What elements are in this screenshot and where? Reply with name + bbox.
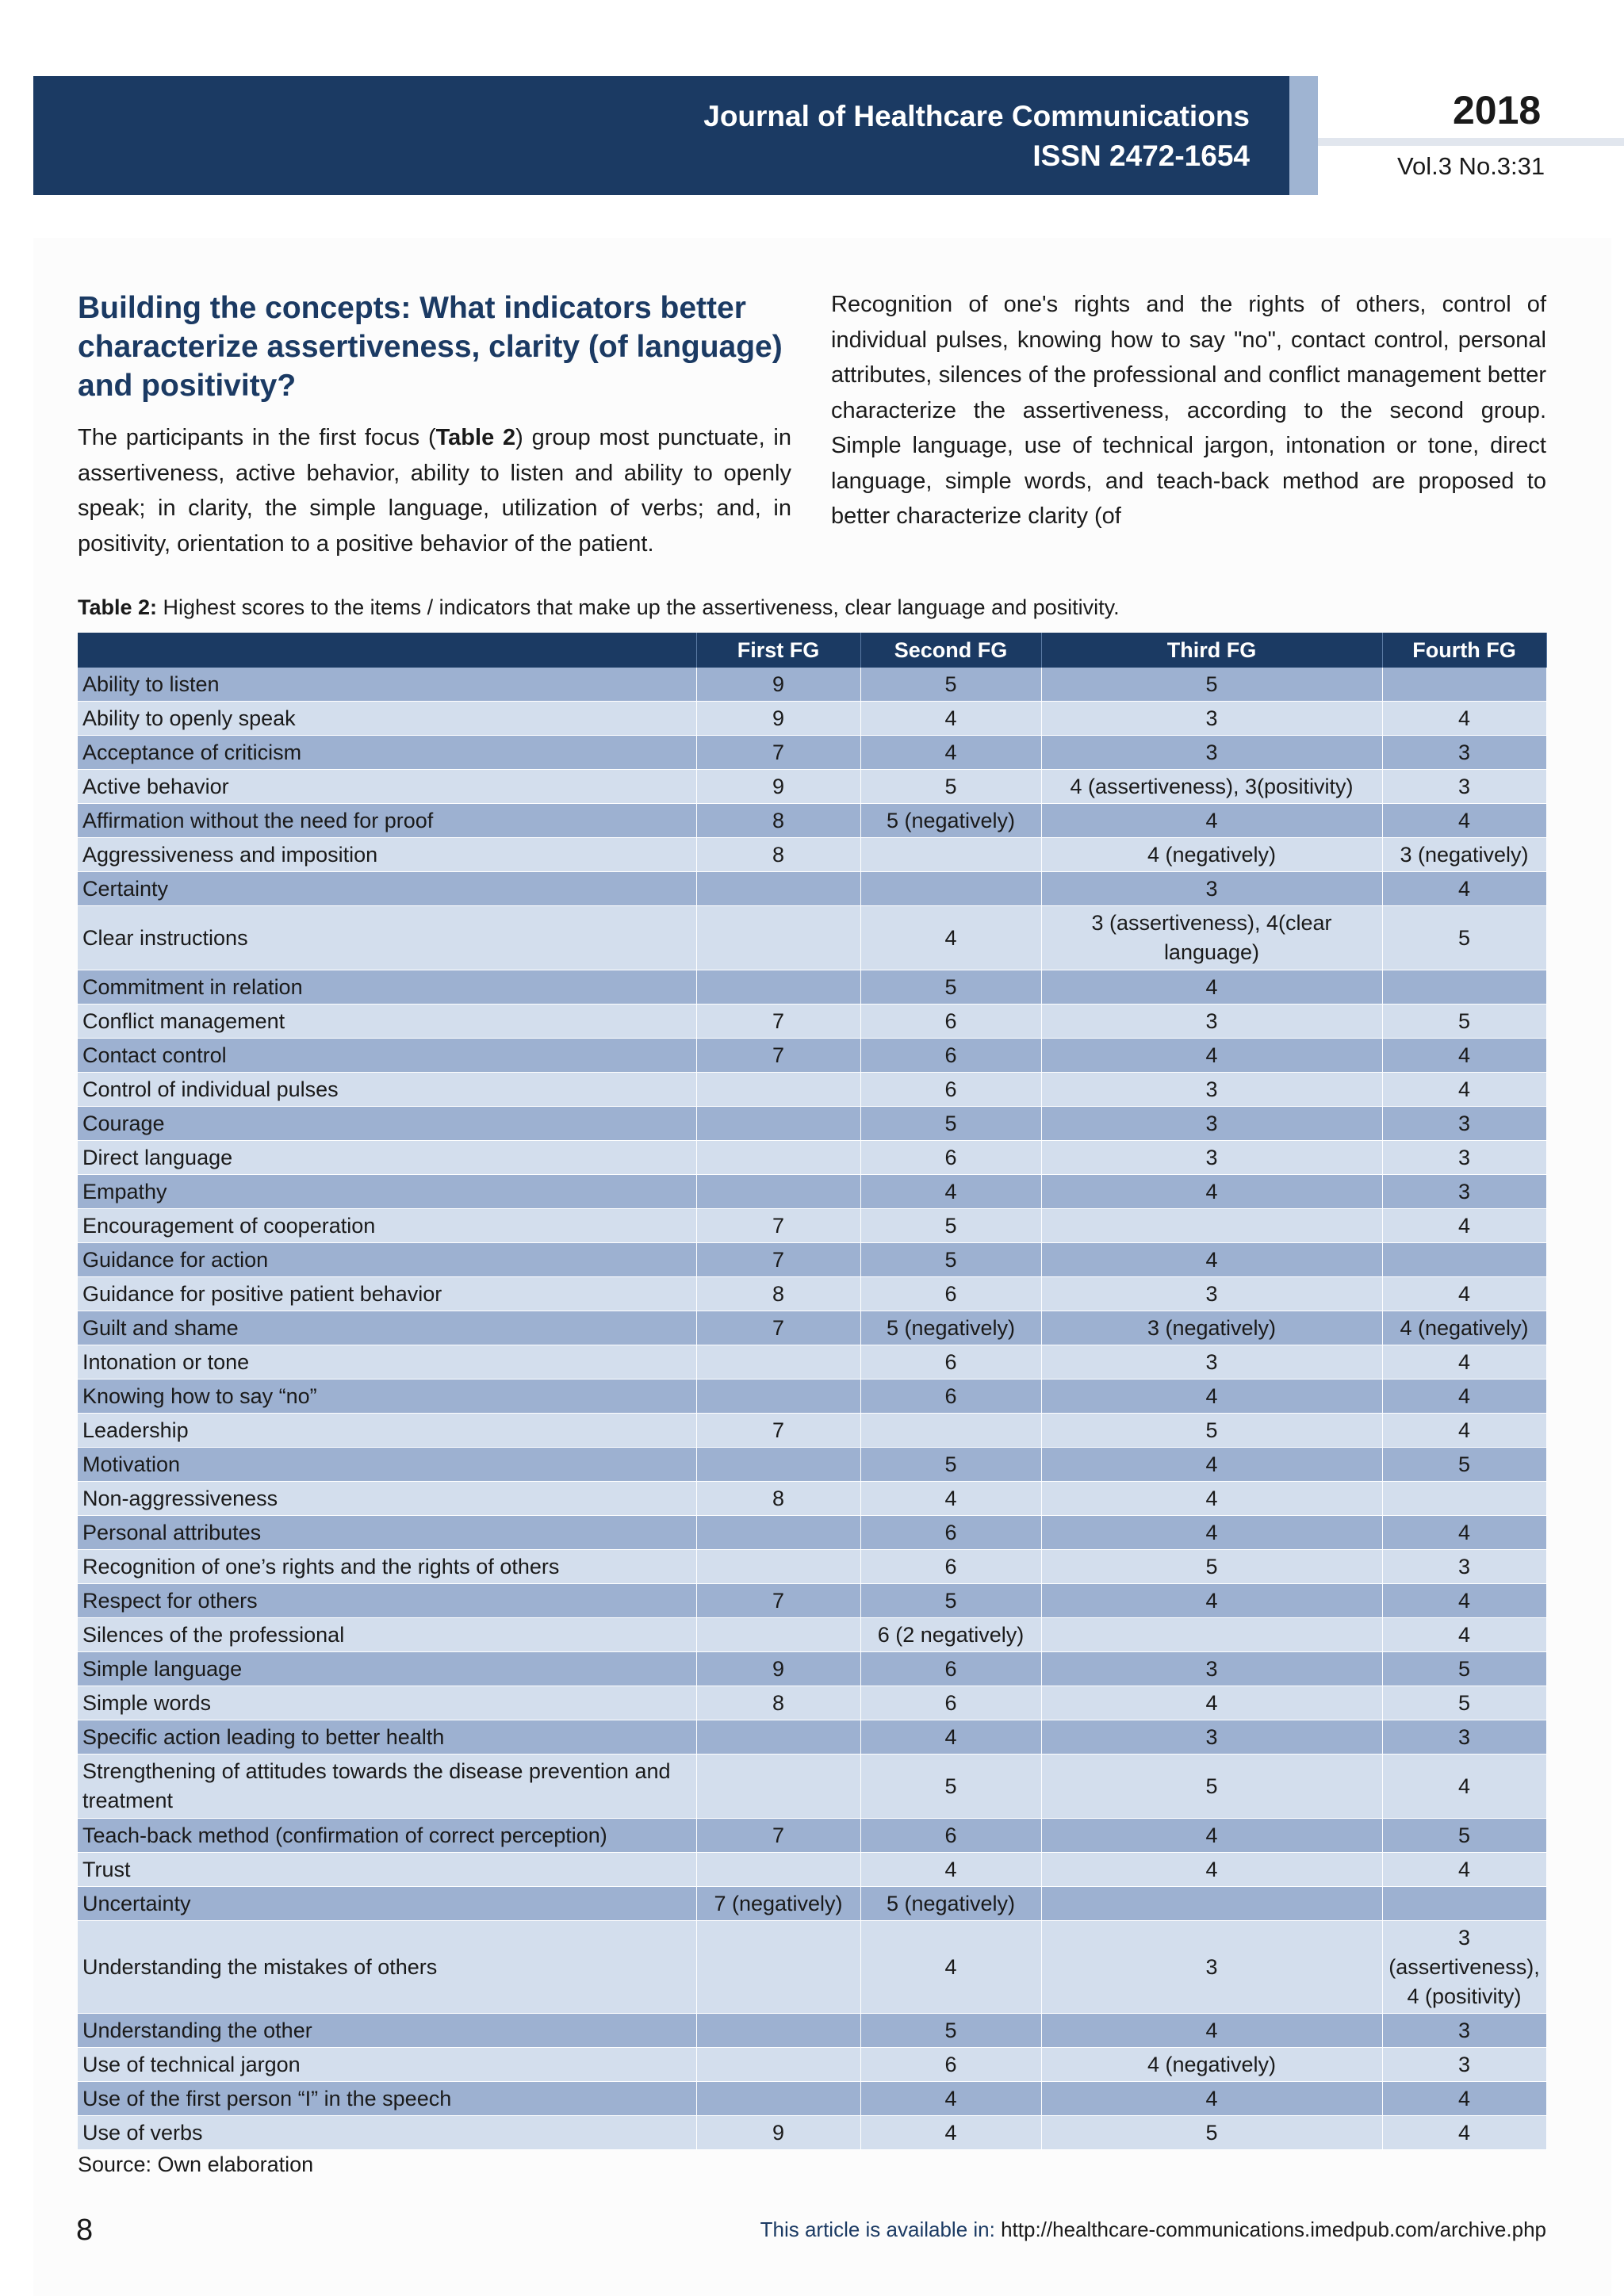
cell-third-fg: 3 xyxy=(1041,1652,1382,1686)
cell-second-fg: 4 xyxy=(860,736,1041,770)
row-item-label: Use of verbs xyxy=(78,2116,696,2150)
column-header-third-fg: Third FG xyxy=(1041,633,1382,668)
row-item-label: Teach-back method (confirmation of correct perception) xyxy=(78,1819,696,1853)
cell-second-fg: 4 xyxy=(860,702,1041,736)
table-row xyxy=(78,1175,1546,1209)
cell-first-fg: 9 xyxy=(696,770,860,804)
cell-first-fg xyxy=(696,1720,860,1755)
row-item-label: Ability to openly speak xyxy=(78,702,696,736)
cell-second-fg: 5 xyxy=(860,668,1041,702)
cell-first-fg: 7 xyxy=(696,1243,860,1277)
row-item-label: Guidance for positive patient behavior xyxy=(78,1277,696,1311)
row-item-label: Understanding the mistakes of others xyxy=(78,1921,696,2014)
table-row xyxy=(78,1448,1546,1482)
cell-fourth-fg: 5 xyxy=(1382,1652,1546,1686)
cell-fourth-fg: 4 xyxy=(1382,804,1546,838)
cell-third-fg: 5 xyxy=(1041,1755,1382,1819)
table-row xyxy=(78,1482,1546,1516)
table-row xyxy=(78,1819,1546,1853)
row-item-label: Leadership xyxy=(78,1414,696,1448)
cell-fourth-fg: 4 xyxy=(1382,2116,1546,2150)
table-row xyxy=(78,1921,1546,2014)
column-header-item xyxy=(78,633,696,668)
table-row xyxy=(78,1414,1546,1448)
cell-fourth-fg: 4 xyxy=(1382,1516,1546,1550)
cell-second-fg: 5 xyxy=(860,1755,1041,1819)
cell-second-fg: 4 xyxy=(860,1853,1041,1887)
cell-third-fg: 3 xyxy=(1041,1345,1382,1380)
cell-fourth-fg: 3 (negatively) xyxy=(1382,838,1546,872)
row-item-label: Acceptance of criticism xyxy=(78,736,696,770)
cell-first-fg xyxy=(696,970,860,1004)
row-item-label: Trust xyxy=(78,1853,696,1887)
row-item-label: Clear instructions xyxy=(78,906,696,970)
cell-second-fg: 6 xyxy=(860,1686,1041,1720)
row-item-label: Active behavior xyxy=(78,770,696,804)
paragraph-text: The participants in the first focus ( xyxy=(78,425,436,450)
cell-third-fg: 4 xyxy=(1041,1482,1382,1516)
cell-second-fg: 6 xyxy=(860,1345,1041,1380)
cell-third-fg xyxy=(1041,1618,1382,1652)
header-accent-stripe xyxy=(1289,76,1318,195)
cell-second-fg: 4 xyxy=(860,1482,1041,1516)
cell-third-fg: 4 xyxy=(1041,1686,1382,1720)
cell-second-fg: 5 (negatively) xyxy=(860,804,1041,838)
cell-fourth-fg xyxy=(1382,1887,1546,1921)
column-header-second-fg: Second FG xyxy=(860,633,1041,668)
cell-third-fg: 4 xyxy=(1041,1516,1382,1550)
cell-third-fg: 3 (negatively) xyxy=(1041,1311,1382,1345)
table-header-row xyxy=(78,633,1546,668)
cell-fourth-fg: 3 xyxy=(1382,770,1546,804)
cell-first-fg xyxy=(696,1755,860,1819)
table-row xyxy=(78,1107,1546,1141)
row-item-label: Recognition of one’s rights and the rights of others xyxy=(78,1550,696,1584)
row-item-label: Aggressiveness and imposition xyxy=(78,838,696,872)
row-item-label: Strengthening of attitudes towards the disease prevention and treatment xyxy=(78,1755,696,1819)
cell-first-fg xyxy=(696,1141,860,1175)
cell-first-fg xyxy=(696,1175,860,1209)
cell-first-fg: 8 xyxy=(696,1482,860,1516)
table-row xyxy=(78,1853,1546,1887)
cell-third-fg: 3 xyxy=(1041,1141,1382,1175)
cell-first-fg xyxy=(696,1550,860,1584)
cell-second-fg: 4 xyxy=(860,1720,1041,1755)
cell-third-fg: 4 xyxy=(1041,1853,1382,1887)
cell-first-fg: 9 xyxy=(696,2116,860,2150)
table-row xyxy=(78,1720,1546,1755)
cell-second-fg: 5 xyxy=(860,1209,1041,1243)
cell-first-fg: 7 xyxy=(696,1209,860,1243)
table-row xyxy=(78,1584,1546,1618)
cell-third-fg: 4 xyxy=(1041,1175,1382,1209)
row-item-label: Silences of the professional xyxy=(78,1618,696,1652)
cell-third-fg: 4 xyxy=(1041,970,1382,1004)
cell-first-fg xyxy=(696,1921,860,2014)
column-header-fourth-fg: Fourth FG xyxy=(1382,633,1546,668)
table-caption-label: Table 2: xyxy=(78,595,158,619)
cell-third-fg xyxy=(1041,1887,1382,1921)
cell-first-fg: 7 xyxy=(696,1414,860,1448)
table-row xyxy=(78,770,1546,804)
cell-second-fg: 6 xyxy=(860,1073,1041,1107)
cell-fourth-fg: 4 xyxy=(1382,1209,1546,1243)
table-row xyxy=(78,1004,1546,1039)
cell-fourth-fg xyxy=(1382,668,1546,702)
table-row xyxy=(78,2116,1546,2150)
column-header-first-fg: First FG xyxy=(696,633,860,668)
cell-first-fg: 7 xyxy=(696,1004,860,1039)
row-item-label: Guilt and shame xyxy=(78,1311,696,1345)
cell-fourth-fg: 4 xyxy=(1382,1853,1546,1887)
cell-second-fg: 4 xyxy=(860,2116,1041,2150)
cell-second-fg: 4 xyxy=(860,1921,1041,2014)
journal-issn: ISSN 2472-1654 xyxy=(1032,140,1250,172)
row-item-label: Certainty xyxy=(78,872,696,906)
table-row xyxy=(78,1345,1546,1380)
paragraph-text: ) group most punctuate, in assertiveness, active behavior, ability to listen and ability to openly speak; in clarity, the simple language, utilization of verbs; and, in positivity, orientation to a positive behavior of the patient. xyxy=(78,425,791,557)
cell-fourth-fg: 4 xyxy=(1382,1039,1546,1073)
row-item-label: Courage xyxy=(78,1107,696,1141)
cell-second-fg: 6 xyxy=(860,1277,1041,1311)
cell-fourth-fg: 4 xyxy=(1382,702,1546,736)
cell-fourth-fg: 5 xyxy=(1382,1819,1546,1853)
cell-fourth-fg: 3 xyxy=(1382,2014,1546,2048)
cell-first-fg: 7 xyxy=(696,1584,860,1618)
cell-third-fg: 5 xyxy=(1041,1550,1382,1584)
row-item-label: Control of individual pulses xyxy=(78,1073,696,1107)
cell-third-fg: 3 xyxy=(1041,1921,1382,2014)
row-item-label: Non-aggressiveness xyxy=(78,1482,696,1516)
table-caption xyxy=(78,595,1120,620)
right-column-paragraph: Recognition of one's rights and the rights of others, control of individual pulses, knowing how to say "no", contact control, personal attributes, silences of the professional and conflict management better characterize the assertiveness, according to the second group. Simple language, use of technical jargon, intonation or tone, direct language, simple words, and teach-back method are proposed to better characterize clarity (of xyxy=(831,292,1546,529)
row-item-label: Commitment in relation xyxy=(78,970,696,1004)
table-row xyxy=(78,1686,1546,1720)
cell-third-fg: 5 xyxy=(1041,2116,1382,2150)
row-item-label: Ability to listen xyxy=(78,668,696,702)
cell-second-fg: 6 xyxy=(860,1141,1041,1175)
cell-second-fg: 6 xyxy=(860,1380,1041,1414)
cell-second-fg: 5 xyxy=(860,1448,1041,1482)
cell-first-fg xyxy=(696,872,860,906)
cell-second-fg: 6 xyxy=(860,1819,1041,1853)
cell-third-fg: 3 xyxy=(1041,872,1382,906)
table-row xyxy=(78,1277,1546,1311)
cell-second-fg: 6 xyxy=(860,2048,1041,2082)
page-number: 8 xyxy=(76,2214,94,2247)
cell-fourth-fg: 4 (negatively) xyxy=(1382,1311,1546,1345)
cell-third-fg: 4 xyxy=(1041,1380,1382,1414)
cell-fourth-fg: 4 xyxy=(1382,2082,1546,2116)
cell-fourth-fg: 4 xyxy=(1382,1584,1546,1618)
footer-url-link[interactable]: http://healthcare-communications.imedpub.com/archive.php xyxy=(1001,2218,1546,2241)
table-row xyxy=(78,872,1546,906)
row-item-label: Personal attributes xyxy=(78,1516,696,1550)
row-item-label: Uncertainty xyxy=(78,1887,696,1921)
cell-third-fg: 4 (negatively) xyxy=(1041,2048,1382,2082)
table-body xyxy=(78,668,1546,2150)
cell-third-fg: 3 xyxy=(1041,1073,1382,1107)
row-item-label: Empathy xyxy=(78,1175,696,1209)
table-row xyxy=(78,1755,1546,1819)
cell-third-fg: 4 xyxy=(1041,1243,1382,1277)
cell-first-fg xyxy=(696,2014,860,2048)
cell-second-fg: 4 xyxy=(860,1175,1041,1209)
cell-first-fg xyxy=(696,1380,860,1414)
row-item-label: Direct language xyxy=(78,1141,696,1175)
cell-fourth-fg: 4 xyxy=(1382,872,1546,906)
cell-first-fg xyxy=(696,1853,860,1887)
cell-first-fg xyxy=(696,906,860,970)
row-item-label: Motivation xyxy=(78,1448,696,1482)
row-item-label: Encouragement of cooperation xyxy=(78,1209,696,1243)
cell-third-fg: 3 xyxy=(1041,1277,1382,1311)
table-row xyxy=(78,2014,1546,2048)
row-item-label: Understanding the other xyxy=(78,2014,696,2048)
row-item-label: Simple words xyxy=(78,1686,696,1720)
row-item-label: Specific action leading to better health xyxy=(78,1720,696,1755)
journal-name: Journal of Healthcare Communications xyxy=(703,100,1250,132)
cell-third-fg: 4 xyxy=(1041,1584,1382,1618)
publication-year: 2018 xyxy=(1453,88,1542,132)
cell-second-fg: 5 xyxy=(860,770,1041,804)
cell-first-fg: 8 xyxy=(696,838,860,872)
cell-fourth-fg: 4 xyxy=(1382,1755,1546,1819)
cell-second-fg: 6 (2 negatively) xyxy=(860,1618,1041,1652)
cell-fourth-fg: 3 xyxy=(1382,1141,1546,1175)
cell-third-fg xyxy=(1041,1209,1382,1243)
cell-fourth-fg: 3 xyxy=(1382,736,1546,770)
row-item-label: Knowing how to say “no” xyxy=(78,1380,696,1414)
cell-third-fg: 4 xyxy=(1041,804,1382,838)
cell-fourth-fg: 3 xyxy=(1382,1107,1546,1141)
footer-label: This article is available in: xyxy=(760,2218,1002,2241)
table-row xyxy=(78,1618,1546,1652)
cell-third-fg: 3 xyxy=(1041,1004,1382,1039)
table-reference-link[interactable]: Table 2 xyxy=(435,425,516,450)
volume-issue: Vol.3 No.3:31 xyxy=(1397,152,1545,180)
cell-second-fg: 5 xyxy=(860,1107,1041,1141)
table-source: Source: Own elaboration xyxy=(78,2152,314,2176)
table-row xyxy=(78,1039,1546,1073)
cell-first-fg xyxy=(696,1345,860,1380)
cell-first-fg: 7 xyxy=(696,1819,860,1853)
cell-fourth-fg: 4 xyxy=(1382,1345,1546,1380)
cell-third-fg: 4 (negatively) xyxy=(1041,838,1382,872)
cell-second-fg: 6 xyxy=(860,1652,1041,1686)
table-row xyxy=(78,2048,1546,2082)
row-item-label: Intonation or tone xyxy=(78,1345,696,1380)
table-row xyxy=(78,804,1546,838)
table-row xyxy=(78,838,1546,872)
cell-second-fg: 5 xyxy=(860,970,1041,1004)
cell-fourth-fg: 4 xyxy=(1382,1414,1546,1448)
cell-first-fg: 9 xyxy=(696,1652,860,1686)
footer-availability xyxy=(760,2218,1546,2242)
cell-third-fg: 4 xyxy=(1041,1819,1382,1853)
table-row xyxy=(78,1209,1546,1243)
cell-first-fg: 9 xyxy=(696,702,860,736)
cell-second-fg xyxy=(860,872,1041,906)
cell-third-fg: 4 xyxy=(1041,2082,1382,2116)
scores-table xyxy=(78,633,1547,2150)
table-row xyxy=(78,1516,1546,1550)
cell-third-fg: 3 (assertiveness), 4(clear language) xyxy=(1041,906,1382,970)
cell-fourth-fg xyxy=(1382,970,1546,1004)
cell-fourth-fg: 5 xyxy=(1382,906,1546,970)
cell-fourth-fg: 3 xyxy=(1382,1175,1546,1209)
cell-first-fg: 8 xyxy=(696,1686,860,1720)
cell-fourth-fg: 5 xyxy=(1382,1686,1546,1720)
cell-first-fg: 8 xyxy=(696,804,860,838)
cell-fourth-fg: 3 (assertiveness), 4 (positivity) xyxy=(1382,1921,1546,2014)
cell-first-fg xyxy=(696,1448,860,1482)
cell-fourth-fg: 3 xyxy=(1382,1720,1546,1755)
table-row xyxy=(78,1141,1546,1175)
cell-third-fg: 4 xyxy=(1041,1039,1382,1073)
row-item-label: Conflict management xyxy=(78,1004,696,1039)
cell-first-fg: 7 xyxy=(696,1311,860,1345)
row-item-label: Guidance for action xyxy=(78,1243,696,1277)
table-row xyxy=(78,736,1546,770)
cell-first-fg: 7 xyxy=(696,1039,860,1073)
cell-second-fg: 5 xyxy=(860,2014,1041,2048)
cell-fourth-fg: 5 xyxy=(1382,1004,1546,1039)
cell-fourth-fg: 3 xyxy=(1382,1550,1546,1584)
cell-second-fg xyxy=(860,838,1041,872)
table-caption-text: Highest scores to the items / indicators that make up the assertiveness, clear language and positivity. xyxy=(157,595,1120,619)
row-item-label: Simple language xyxy=(78,1652,696,1686)
cell-third-fg: 4 xyxy=(1041,1448,1382,1482)
table-row xyxy=(78,1652,1546,1686)
cell-fourth-fg: 4 xyxy=(1382,1073,1546,1107)
left-column-paragraph xyxy=(78,420,791,561)
cell-third-fg: 4 (assertiveness), 3(positivity) xyxy=(1041,770,1382,804)
table-row xyxy=(78,1887,1546,1921)
table-row xyxy=(78,668,1546,702)
cell-fourth-fg: 4 xyxy=(1382,1380,1546,1414)
table-row xyxy=(78,1243,1546,1277)
cell-first-fg xyxy=(696,1618,860,1652)
cell-fourth-fg xyxy=(1382,1482,1546,1516)
row-item-label: Respect for others xyxy=(78,1584,696,1618)
cell-first-fg xyxy=(696,2082,860,2116)
cell-second-fg xyxy=(860,1414,1041,1448)
cell-second-fg: 6 xyxy=(860,1550,1041,1584)
cell-third-fg: 3 xyxy=(1041,702,1382,736)
row-item-label: Use of the first person “I” in the speech xyxy=(78,2082,696,2116)
cell-second-fg: 4 xyxy=(860,2082,1041,2116)
table-row xyxy=(78,1073,1546,1107)
cell-second-fg: 6 xyxy=(860,1004,1041,1039)
header-rule xyxy=(1318,138,1624,146)
cell-second-fg: 5 xyxy=(860,1243,1041,1277)
cell-first-fg: 7 (negatively) xyxy=(696,1887,860,1921)
cell-fourth-fg xyxy=(1382,1243,1546,1277)
table-row xyxy=(78,702,1546,736)
cell-fourth-fg: 5 xyxy=(1382,1448,1546,1482)
cell-third-fg: 5 xyxy=(1041,668,1382,702)
row-item-label: Contact control xyxy=(78,1039,696,1073)
table-row xyxy=(78,1380,1546,1414)
cell-fourth-fg: 4 xyxy=(1382,1277,1546,1311)
cell-second-fg: 6 xyxy=(860,1516,1041,1550)
cell-first-fg: 9 xyxy=(696,668,860,702)
cell-first-fg xyxy=(696,1107,860,1141)
section-heading: Building the concepts: What indicators better characterize assertiveness, clarity (of language) and positivity? xyxy=(78,291,783,403)
cell-fourth-fg: 4 xyxy=(1382,1618,1546,1652)
cell-third-fg: 3 xyxy=(1041,736,1382,770)
cell-fourth-fg: 3 xyxy=(1382,2048,1546,2082)
cell-first-fg xyxy=(696,2048,860,2082)
cell-third-fg: 4 xyxy=(1041,2014,1382,2048)
cell-third-fg: 3 xyxy=(1041,1720,1382,1755)
cell-second-fg: 4 xyxy=(860,906,1041,970)
row-item-label: Affirmation without the need for proof xyxy=(78,804,696,838)
cell-second-fg: 5 (negatively) xyxy=(860,1311,1041,1345)
cell-third-fg: 5 xyxy=(1041,1414,1382,1448)
cell-second-fg: 5 (negatively) xyxy=(860,1887,1041,1921)
table-row xyxy=(78,1311,1546,1345)
cell-first-fg xyxy=(696,1516,860,1550)
cell-third-fg: 3 xyxy=(1041,1107,1382,1141)
cell-second-fg: 6 xyxy=(860,1039,1041,1073)
cell-first-fg xyxy=(696,1073,860,1107)
table-row xyxy=(78,906,1546,970)
row-item-label: Use of technical jargon xyxy=(78,2048,696,2082)
table-row xyxy=(78,2082,1546,2116)
table-row xyxy=(78,970,1546,1004)
cell-first-fg: 7 xyxy=(696,736,860,770)
cell-first-fg: 8 xyxy=(696,1277,860,1311)
journal-header-bar xyxy=(33,76,1289,195)
table-row xyxy=(78,1550,1546,1584)
cell-second-fg: 5 xyxy=(860,1584,1041,1618)
